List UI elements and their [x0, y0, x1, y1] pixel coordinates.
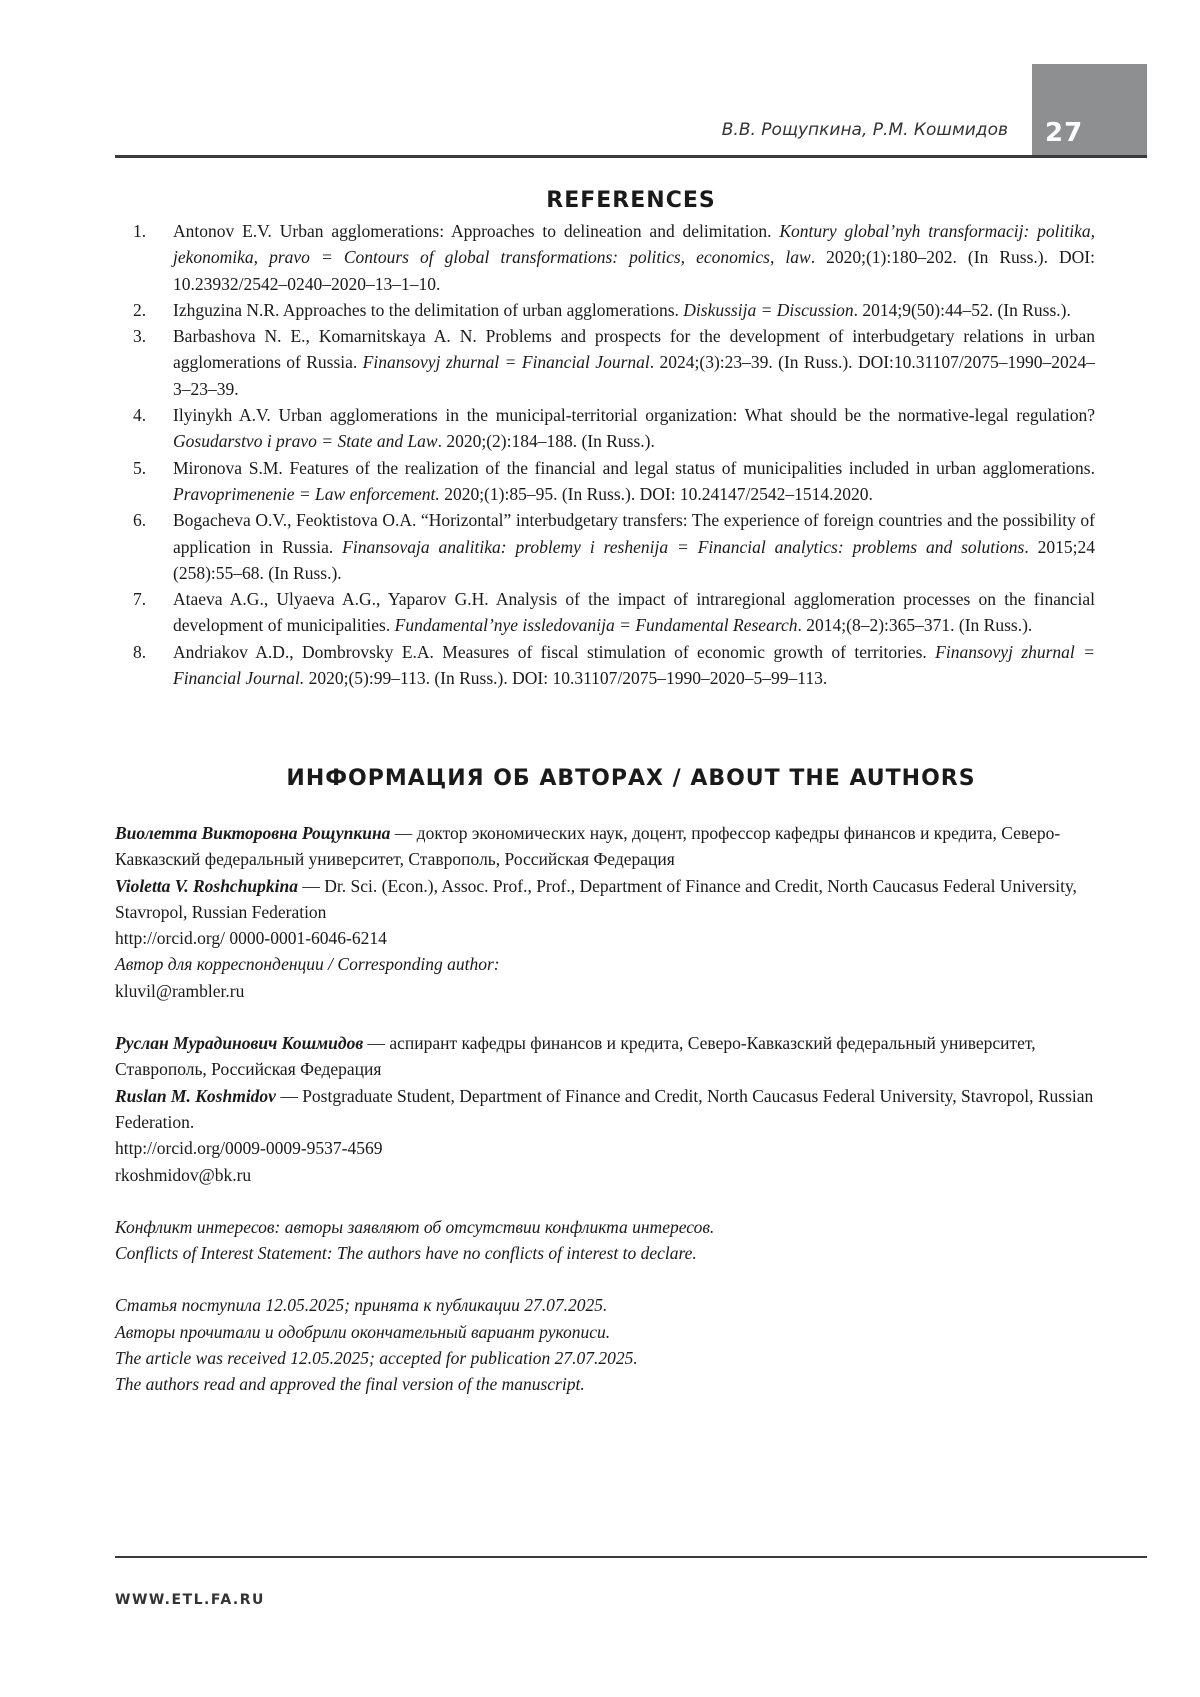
- reference-number: 8.: [133, 641, 147, 662]
- received-date-en: The article was received 12.05.2025; accepted for publication 27.07.2025.: [115, 1348, 638, 1369]
- approval-note-ru: Авторы прочитали и одобрили окончательный вариант рукописи.: [115, 1321, 611, 1342]
- reference-journal: Gosudarstvo i pravo = State and Law: [173, 431, 438, 452]
- reference-number: 6.: [133, 510, 147, 531]
- reference-journal: Fundamental’nye issledovanija = Fundamental Research: [394, 615, 798, 636]
- conflict-statement-en: Conflicts of Interest Statement: The authors have no conflicts of interest to declare.: [115, 1243, 697, 1264]
- author1-en: [115, 873, 1095, 926]
- reference-details: . 2014;9(50):44–52. (In Russ.).: [853, 299, 1071, 320]
- references-title: REFERENCES: [546, 188, 716, 213]
- reference-journal: Diskussija = Discussion: [683, 299, 854, 320]
- author1-name-ru: Виолетта Викторовна Рощупкина: [115, 823, 391, 843]
- author2-desc-ru: — аспирант кафедры финансов и кредита, Северо-Кавказский федеральный университет, Ставрополь, Российская Федерация: [115, 1033, 1036, 1080]
- authors-info: [115, 820, 1095, 1398]
- reference-authors: Bogacheva O.V., Feoktistova O.A. “Horizontal” interbudgetary transfers: The experience of foreign countries and the possibility of application in Russia.: [173, 510, 1095, 557]
- reference-number: 2.: [133, 299, 147, 320]
- reference-details: . 2015;24 (258):55–68. (In Russ.).: [173, 536, 1095, 583]
- author2-en: [115, 1083, 1095, 1136]
- reference-item: [115, 297, 1095, 323]
- reference-details: 2020;(1):85–95. (In Russ.). DOI: 10.24147/2542–1514.2020.: [439, 483, 873, 504]
- author1-ru: [115, 820, 1095, 873]
- footer-url-link[interactable]: WWW.ETL.FA.RU: [115, 1592, 265, 1608]
- reference-authors: Ataeva A.G., Ulyaeva A.G., Yaparov G.H. Analysis of the impact of intraregional agglomeration processes on the financial development of municipalities.: [173, 589, 1095, 636]
- received-date-ru: Статья поступила 12.05.2025; принята к публикации 27.07.2025.: [115, 1295, 608, 1316]
- author2-name-ru: Руслан Мурадинович Кошмидов: [115, 1033, 364, 1054]
- reference-authors: Barbashova N. E., Komarnitskaya A. N. Problems and prospects for the development of interbudgetary relations in urban agglomerations of Russia.: [173, 326, 1095, 373]
- page-number: 27: [1045, 118, 1084, 148]
- running-head: В.В. Рощупкина, Р.М. Кошмидов: [721, 120, 1008, 140]
- author1-orcid-link[interactable]: http://orcid.org/ 0000-0001-6046-6214: [115, 928, 387, 949]
- authors-title: ИНФОРМАЦИЯ ОБ АВТОРАХ / ABOUT THE AUTHORS: [286, 766, 976, 791]
- approval-note-en: The authors read and approved the final version of the manuscript.: [115, 1374, 585, 1395]
- reference-journal: Finansovaja analitika: problemy i reshenija = Financial analytics: problems and solutions: [342, 536, 1025, 557]
- reference-number: 5.: [133, 457, 147, 478]
- reference-authors: Andriakov A.D., Dombrovsky E.A. Measures of fiscal stimulation of economic growth of territories.: [173, 641, 936, 662]
- reference-number: 1.: [133, 221, 147, 241]
- reference-details: . 2020;(1):180–202. (In Russ.). DOI: 10.23932/2542–0240–2020–13–1–10.: [173, 247, 1096, 294]
- author1-email-link[interactable]: kluvil@rambler.ru: [115, 980, 245, 1001]
- reference-details: 2020;(5):99–113. (In Russ.). DOI: 10.31107/2075–1990–2020–5–99–113.: [304, 668, 828, 689]
- reference-journal: Finansovyj zhurnal = Financial Journal.: [173, 641, 1095, 689]
- header-rule: [115, 155, 1147, 158]
- author1-desc-en: — Dr. Sci. (Econ.), Assoc. Prof., Prof., Department of Finance and Credit, North Caucasus Federal University, Stavropol, Russian Federation: [115, 875, 1077, 922]
- reference-authors: Izhguzina N.R. Approaches to the delimitation of urban agglomerations.: [173, 299, 684, 320]
- author2-desc-en: — Postgraduate Student, Department of Finance and Credit, North Caucasus Federal University, Stavropol, Russian Federation.: [115, 1085, 1094, 1132]
- footer-rule: [115, 1556, 1147, 1558]
- author2-ru: [115, 1030, 1095, 1083]
- reference-item: [115, 507, 1095, 586]
- reference-item: [115, 586, 1095, 639]
- references-list: [115, 218, 1095, 691]
- reference-item: [115, 455, 1095, 508]
- reference-authors: Ilyinykh A.V. Urban agglomerations in the municipal-territorial organization: What should be the normative-legal regulation?: [173, 405, 1095, 426]
- corresponding-author-label: Автор для корреспонденции / Corresponding author:: [115, 954, 500, 975]
- reference-number: 4.: [133, 405, 147, 426]
- reference-journal: Kontury global’nyh transformacij: politika, jekonomika, pravo = Contours of global transformations: politics, economics, law: [173, 221, 1095, 268]
- reference-details: . 2020;(2):184–188. (In Russ.).: [437, 431, 655, 452]
- author1-desc-ru: — доктор экономических наук, доцент, профессор кафедры финансов и кредита, Северо-Кавказский федеральный университет, Ставрополь, Российская Федерация: [115, 823, 1061, 870]
- reference-item: [115, 323, 1095, 402]
- reference-journal: Pravoprimenenie = Law enforcement.: [173, 483, 440, 504]
- author2-email-link[interactable]: rkoshmidov@bk.ru: [115, 1164, 252, 1185]
- reference-authors: Mironova S.M. Features of the realization of the financial and legal status of municipalities included in urban agglomerations.: [173, 457, 1095, 478]
- author2-name-en: Ruslan M. Koshmidov: [115, 1085, 276, 1106]
- reference-item: [115, 218, 1095, 297]
- reference-details: . 2014;(8–2):365–371. (In Russ.).: [797, 615, 1033, 636]
- reference-number: 7.: [133, 589, 147, 610]
- conflict-statement-ru: Конфликт интересов: авторы заявляют об отсутствии конфликта интересов.: [115, 1216, 715, 1237]
- reference-authors: Antonov E.V. Urban agglomerations: Approaches to delineation and delimitation.: [173, 221, 780, 241]
- reference-journal: Finansovyj zhurnal = Financial Journal: [362, 352, 650, 373]
- author2-orcid-link[interactable]: http://orcid.org/0009-0009-9537-4569: [115, 1138, 383, 1159]
- reference-details: . 2024;(3):23–39. (In Russ.). DOI:10.31107/2075–1990–2024–3–23–39.: [173, 352, 1095, 399]
- reference-item: [115, 402, 1095, 455]
- reference-item: [115, 639, 1095, 692]
- reference-number: 3.: [133, 326, 147, 347]
- author1-name-en: Violetta V. Roshchupkina: [115, 875, 299, 896]
